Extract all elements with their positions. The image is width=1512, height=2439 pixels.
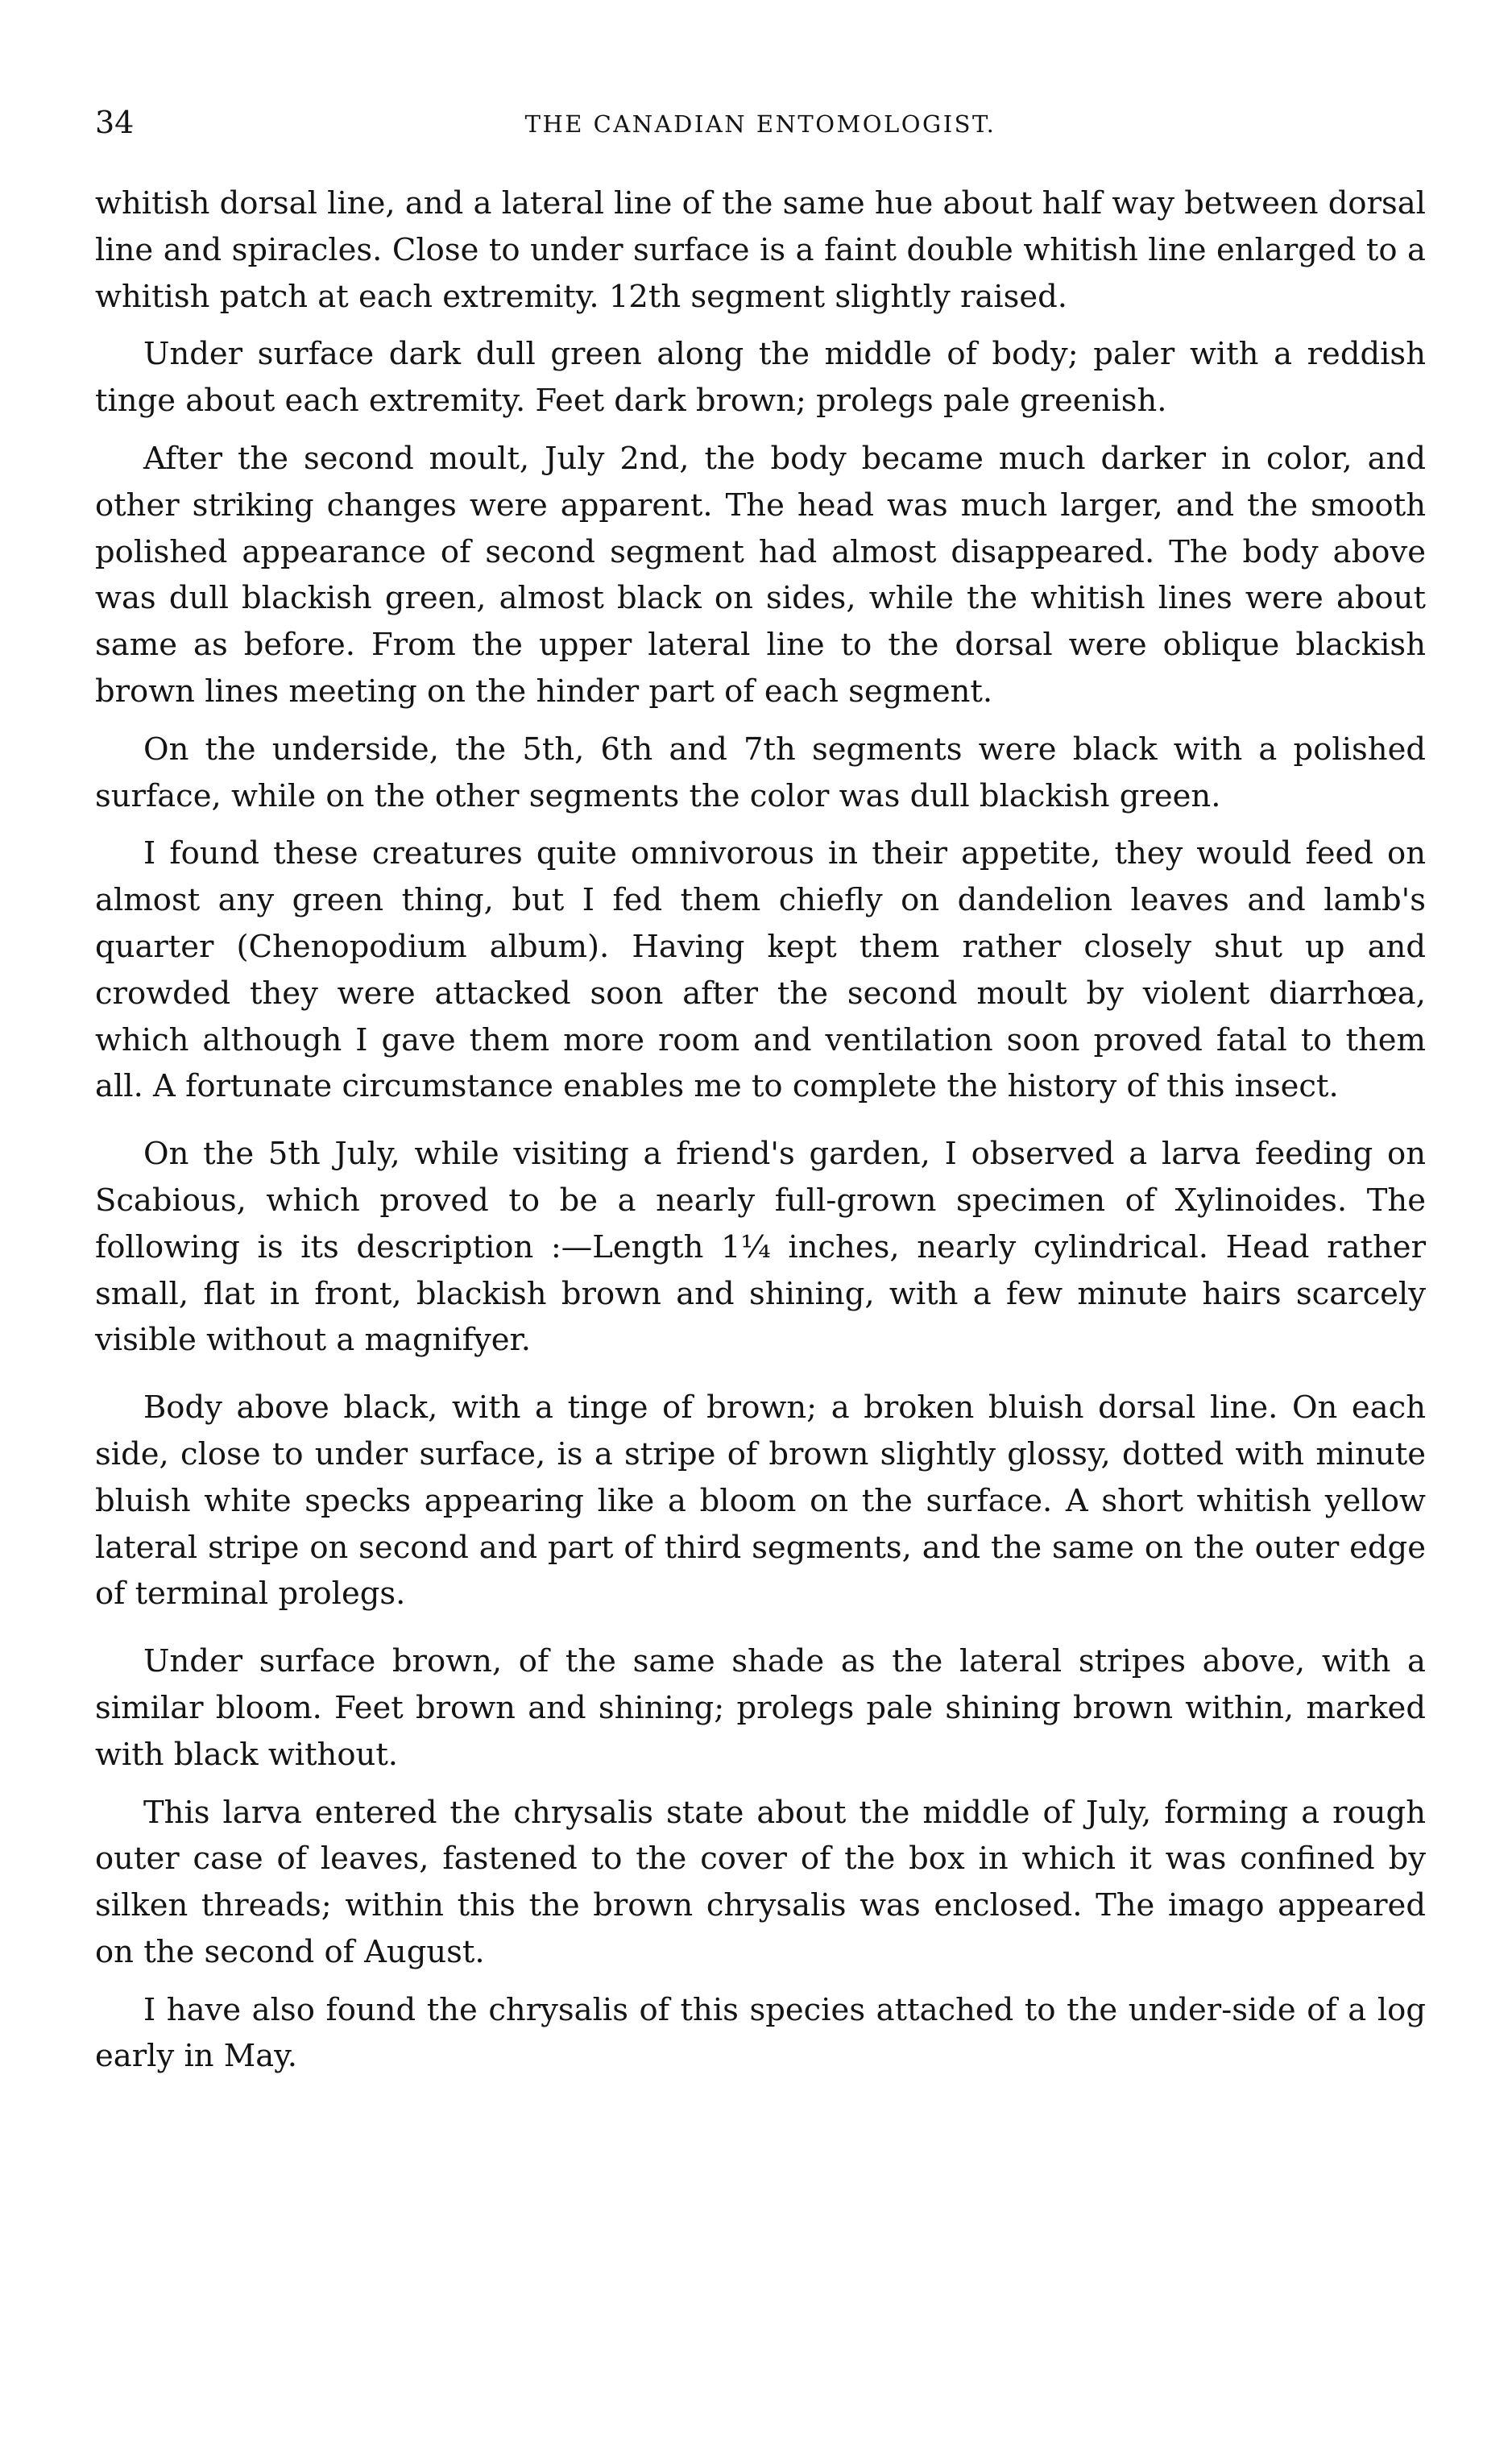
journal-title: THE CANADIAN ENTOMOLOGIST.: [524, 110, 996, 138]
paragraph: After the second moult, July 2nd, the body became much darker in color, and other striking changes were apparent. The head was much larger, and the smooth polished appearance of second segment had almost disappeared. The body above was dull blackish green, almost black on sides, while the whitish lines were about same as before. From the upper lateral line to the dorsal were oblique blackish brown lines meeting on the hinder part of each segment.: [95, 440, 1426, 710]
paragraph-continued: whitish dorsal line, and a lateral line of the same hue about half way between dorsal line and spiracles. Close to under surface is a faint double whitish line enlarged to a whitish patch at each extremity. 12th segment slightly raised.: [95, 185, 1426, 315]
document-page: [95, 103, 1426, 2091]
running-head: [95, 103, 1426, 151]
body-text: [95, 180, 1426, 2080]
paragraph: On the 5th July, while visiting a friend's garden, I observed a larva feeding on Scabious, which proved to be a nearly full-grown specimen of Xylinoides. The following is its description :—Length 1¼ inches, nearly cylindrical. Head rather small, flat in front, blackish brown and shining, with a few minute hairs scarcely visible without a magnifyer.: [95, 1136, 1426, 1359]
paragraph: I found these creatures quite omnivorous in their appetite, they would feed on almost any green thing, but I fed them chiefly on dandelion leaves and lamb's quarter (Chenopodium album). Having kept them rather closely shut up and crowded they were attacked soon after the second moult by violent diarrhœa, which although I gave them more room and ventilation soon proved fatal to them all. A fortunate circumstance enables me to complete the history of this insect.: [95, 835, 1426, 1105]
paragraph: Under surface dark dull green along the middle of body; paler with a reddish tinge about each extremity. Feet dark brown; prolegs pale greenish.: [95, 336, 1426, 420]
paragraph: On the underside, the 5th, 6th and 7th segments were black with a polished surface, while on the other segments the color was dull blackish green.: [95, 731, 1426, 814]
paragraph: This larva entered the chrysalis state about the middle of July, forming a rough outer case of leaves, fastened to the cover of the box in which it was confined by silken threads; within this the brown chrysalis was enclosed. The imago appeared on the second of August.: [95, 1794, 1426, 1970]
paragraph: Under surface brown, of the same shade as the lateral stripes above, with a similar bloom. Feet brown and shining; prolegs pale shining brown within, marked with black without.: [95, 1643, 1426, 1773]
page-number: 34: [95, 105, 135, 140]
paragraph: Body above black, with a tinge of brown; a broken bluish dorsal line. On each side, close to under surface, is a stripe of brown slightly glossy, dotted with minute bluish white specks appearing like a bloom on the surface. A short whitish yellow lateral stripe on second and part of third segments, and the same on the outer edge of terminal prolegs.: [95, 1389, 1426, 1613]
paragraph: I have also found the chrysalis of this species attached to the under-side of a log early in May.: [95, 1991, 1426, 2075]
